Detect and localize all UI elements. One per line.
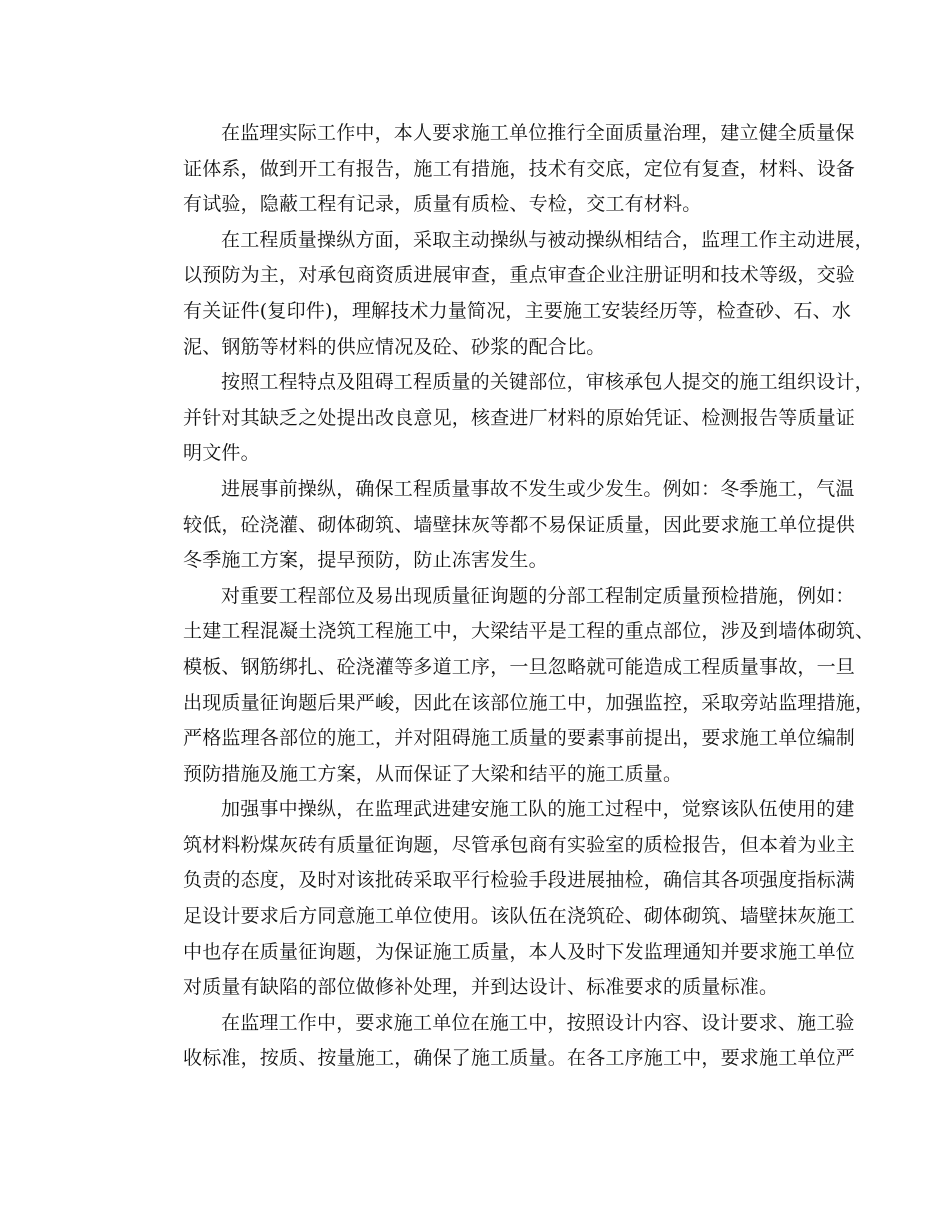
- text-line: 筑材料粉煤灰砖有质量征询题，尽管承包商有实验室的质检报告，但本着为业主: [183, 833, 856, 856]
- text-line: 泥、钢筋等材料的供应情况及砼、砂浆的配合比。: [183, 335, 606, 358]
- text-line: 出现质量征询题后果严峻，因此在该部位施工中，加强监控，采取旁站监理措施，: [183, 691, 875, 714]
- paragraph-7: [145, 1006, 856, 1077]
- text-line: 负责的态度，及时对该批砖采取平行检验手段进展抽检，确信其各项强度指标满: [183, 869, 856, 892]
- paragraph-2: [145, 223, 874, 365]
- text-line: 证体系，做到开工有报告，施工有措施，技术有交底，定位有复查，材料、设备: [183, 157, 856, 180]
- text-line: 明文件。: [183, 442, 260, 465]
- paragraph-4: [145, 472, 856, 579]
- text-line: 有试验，隐蔽工程有记录，质量有质检、专检，交工有材料。: [183, 193, 702, 216]
- text-line: 中也存在质量征询题，为保证施工质量，本人及时下发监理通知并要求施工单位: [183, 940, 856, 963]
- text-line: 足设计要求后方同意施工单位使用。该队伍在浇筑砼、砌体砌筑、墙壁抹灰施工: [183, 905, 856, 928]
- text-line: 进展事前操纵，确保工程质量事故不发生或少发生。例如：冬季施工，气温: [221, 477, 855, 500]
- text-line: 加强事中操纵，在监理武进建安施工队的施工过程中，觉察该队伍使用的建: [221, 798, 855, 821]
- text-line: 冬季施工方案，提早预防，防止冻害发生。: [183, 549, 548, 572]
- text-line: 严格监理各部位的施工，并对阻碍施工质量的要素事前提出，要求施工单位编制: [183, 727, 856, 750]
- text-line: 收标准，按质、按量施工，确保了施工质量。在各工序施工中，要求施工单位严: [183, 1047, 856, 1070]
- text-line: 在工程质量操纵方面，采取主动操纵与被动操纵相结合，监理工作主动进展，: [221, 228, 874, 251]
- text-line: 并针对其缺乏之处提出改良意见，核查进厂材料的原始凭证、检测报告等质量证: [183, 406, 856, 429]
- text-line: 有关证件(复印件)，理解技术力量简况，主要施工安装经历等，检查砂、石、水: [183, 299, 852, 322]
- text-line: 在监理实际工作中，本人要求施工单位推行全面质量治理，建立健全质量保: [221, 122, 855, 144]
- text-line: 预防措施及施工方案，从而保证了大梁和结平的施工质量。: [183, 762, 683, 785]
- text-line: 较低，砼浇灌、砌体砌筑、墙壁抹灰等都不易保证质量，因此要求施工单位提供: [183, 513, 856, 536]
- text-line: 对重要工程部位及易出现质量征询题的分部工程制定质量预检措施，例如：: [221, 584, 855, 607]
- paragraph-6: [145, 792, 856, 1006]
- text-line: 在监理工作中，要求施工单位在施工中，按照设计内容、设计要求、施工验: [221, 1011, 855, 1034]
- text-line: 以预防为主，对承包商资质进展审查，重点审查企业注册证明和技术等级，交验: [183, 264, 856, 287]
- paragraph-5: [145, 579, 875, 793]
- text-line: 对质量有缺陷的部位做修补处理，并到达设计、标准要求的质量标准。: [183, 976, 779, 999]
- document-body: [145, 116, 875, 1077]
- text-line: 按照工程特点及阻碍工程质量的关键部位，审核承包人提交的施工组织设计，: [221, 371, 874, 394]
- paragraph-1: [145, 116, 856, 223]
- text-line: 模板、钢筋绑扎、砼浇灌等多道工序，一旦忽略就可能造成工程质量事故，一旦: [183, 655, 856, 678]
- text-line: 土建工程混凝土浇筑工程施工中，大梁结平是工程的重点部位，涉及到墙体砌筑、: [183, 620, 875, 643]
- paragraph-3: [145, 365, 874, 472]
